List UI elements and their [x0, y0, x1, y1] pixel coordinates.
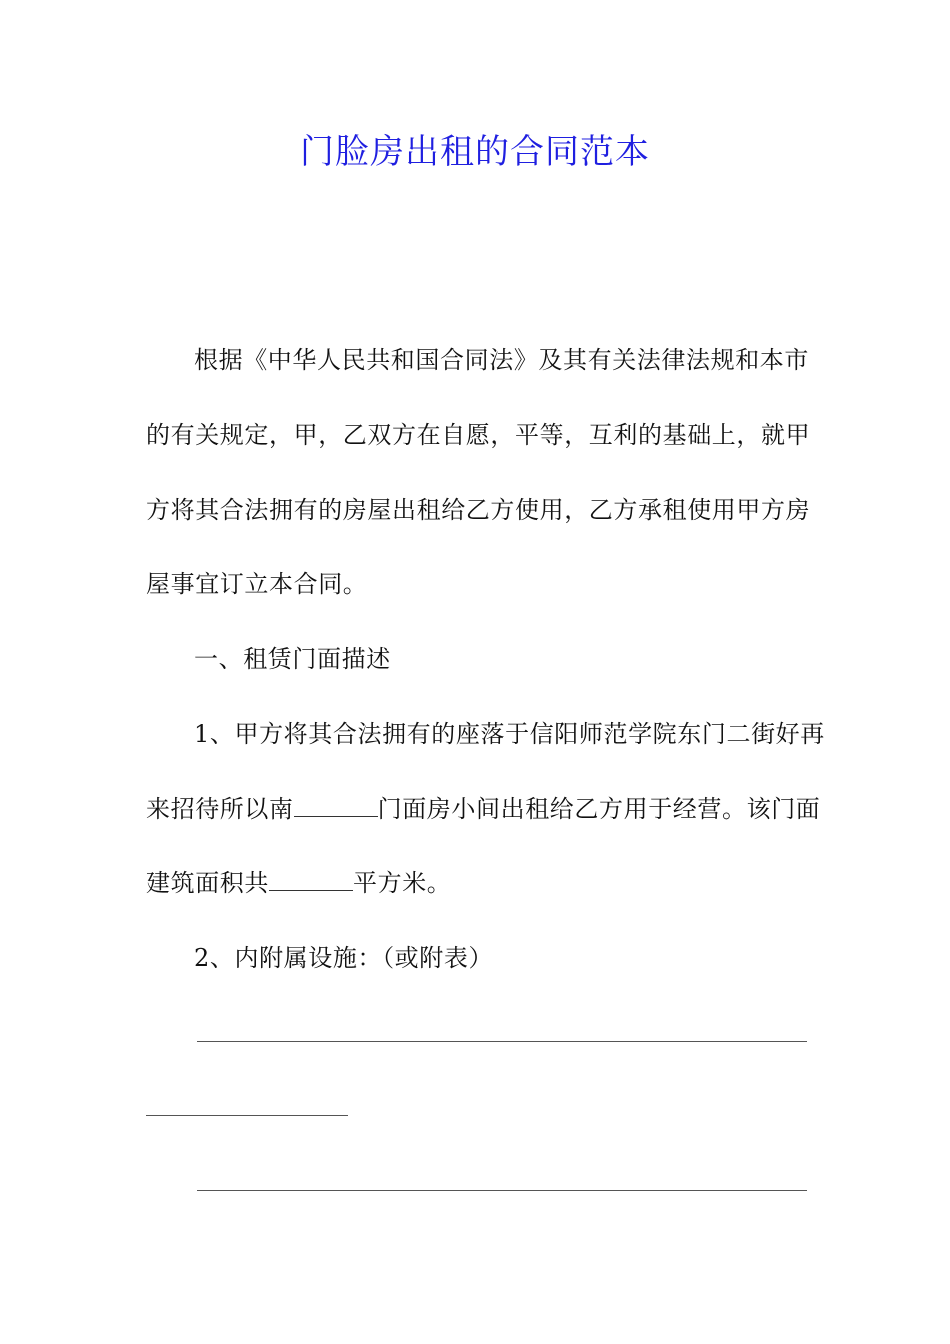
- fill-in-rule-2: [146, 1115, 348, 1116]
- document-title: 门脸房出租的合同范本: [300, 132, 650, 172]
- item1-line-3-suffix: 平方米。: [353, 869, 452, 897]
- floor-area-blank: [269, 868, 353, 891]
- storefront-number-blank: [294, 794, 378, 817]
- section-heading-rental-description: 一、租赁门面描述: [194, 645, 391, 673]
- item1-line-3: [146, 867, 451, 899]
- item1-line-3-prefix: 建筑面积共: [146, 869, 269, 897]
- item2-line: 2、内附属设施：（或附表）: [194, 944, 494, 972]
- intro-line-4: 屋事宜订立本合同。: [146, 570, 368, 598]
- intro-line-2: 的有关规定，甲，乙双方在自愿，平等，互利的基础上，就甲: [146, 421, 811, 449]
- item1-line-1: 1、甲方将其合法拥有的座落于信阳师范学院东门二街好再: [194, 720, 825, 748]
- item1-line-2: [146, 793, 820, 825]
- intro-line-1: 根据《中华人民共和国合同法》及其有关法律法规和本市: [194, 346, 809, 374]
- fill-in-rule-1: [197, 1041, 807, 1042]
- intro-line-3: 方将其合法拥有的房屋出租给乙方使用，乙方承租使用甲方房: [146, 496, 811, 524]
- item1-line-2-suffix: 门面房小间出租给乙方用于经营。该门面: [377, 795, 821, 823]
- item1-line-2-prefix: 来招待所以南: [146, 795, 294, 823]
- fill-in-rule-3: [197, 1190, 807, 1191]
